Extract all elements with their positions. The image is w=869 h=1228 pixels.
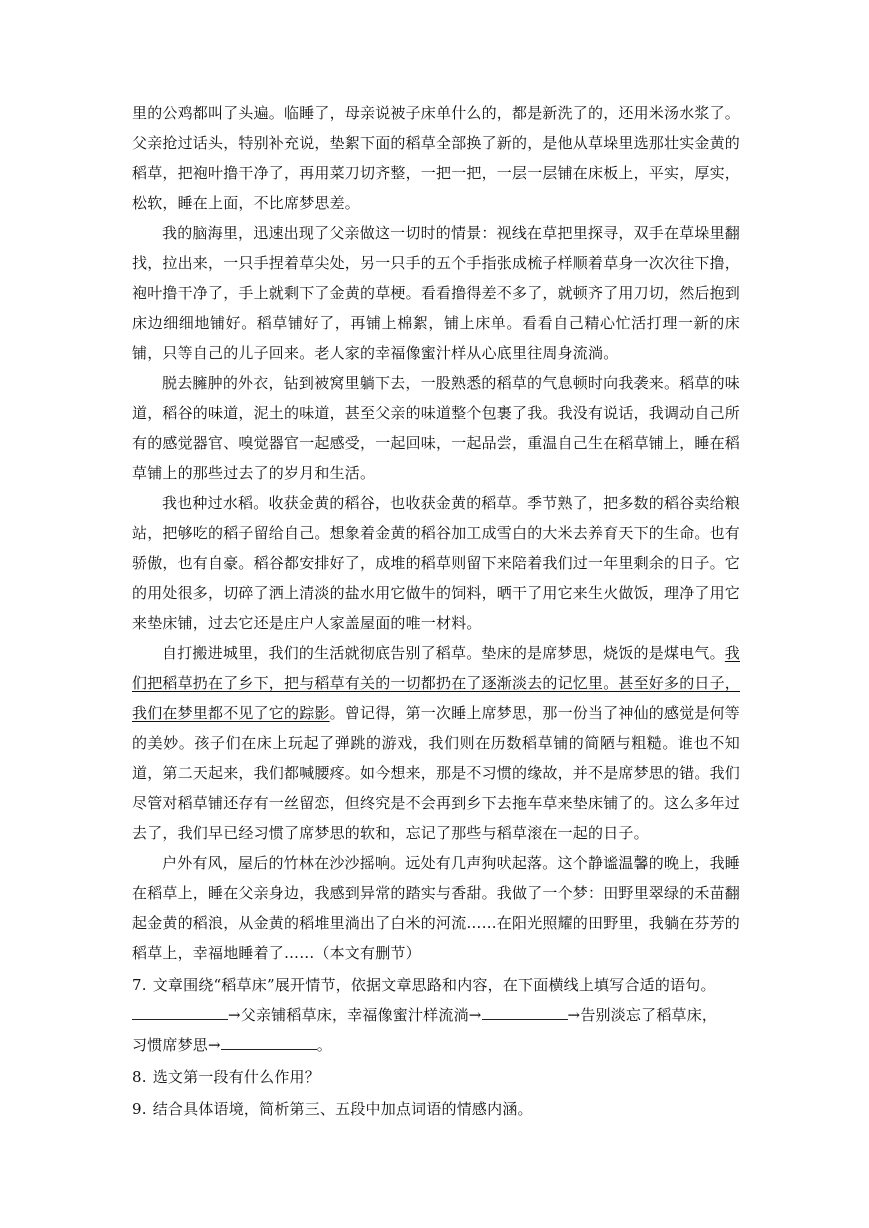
paragraph-1: 里的公鸡都叫了头遍。临睡了，母亲说被子床单什么的，都是新洗了的，还用米汤水浆了。父亲抢过话头，特别补充说，垫絮下面的稻草全部换了新的，是他从草垛里选那壮实金黄的稻草，把袍叶撸干净了，再用菜刀切齐整，一把一把，一层一层铺在床板上，平实，厚实，松软，睡在上面，不比席梦思差。: [132, 104, 741, 212]
question-8-text: 选文第一段有什么作用？: [152, 1068, 320, 1086]
document-page: [132, 98, 740, 1124]
answer-blank-2[interactable]: [482, 1005, 568, 1020]
question-8-number: 8.: [132, 1068, 147, 1086]
question-7-text: 文章围绕“稻草床”展开情节，依据文章思路和内容，在下面横线上填写合适的语句。: [152, 976, 716, 994]
question-7-number: 7.: [132, 976, 147, 994]
paragraph-6: 户外有风，屋后的竹林在沙沙摇响。远处有几声狗吠起落。这个静谧温馨的晚上，我睡在稻草上，睡在父亲身边，我感到异常的踏实与香甜。我做了一个梦：田野里翠绿的禾苗翻起金黄的稻浪，从金黄的稻堆里淌出了白米的河流……在阳光照耀的田野里，我躺在芬芳的稻草上，幸福地睡着了……（本文有删节）: [132, 854, 741, 962]
paragraph-2: 我的脑海里，迅速出现了父亲做这一切时的情景：视线在草把里探寻，双手在草垛里翻找，拉出来，一只手捏着草尖处，另一只手的五个手指张成梳子样顺着草身一次次往下撸，袍叶撸干净了，手上就剩下了金黄的草梗。看看撸得差不多了，就顿齐了用刀切，然后抱到床边细细地铺好。稻草铺好了，再铺上棉絮，铺上床单。看看自己精心忙活打理一新的床铺，只等自己的儿子回来。老人家的幸福像蜜汁样从心底里往周身流淌。: [132, 224, 741, 362]
paragraph-5-start: 自打搬进城里，我们的生活就彻底告别了稻草。垫床的是席梦思，烧饭的是煤电气。: [162, 644, 725, 662]
answer-blank-1[interactable]: [132, 1005, 228, 1020]
question-9: [132, 1094, 740, 1124]
fill-text-end: 。: [316, 1036, 332, 1054]
question-7-fill: [132, 1000, 740, 1060]
fill-text-c: 习惯席梦思→: [132, 1036, 221, 1054]
fill-text-b: →告别淡忘了稻草床，: [567, 1006, 718, 1024]
fill-text-a: →父亲铺稻草床，幸福像蜜汁样流淌→: [228, 1006, 482, 1024]
question-8: [132, 1062, 740, 1092]
question-9-text: 结合具体语境，简析第三、五段中加点词语的情感内涵。: [152, 1100, 533, 1118]
question-7: [132, 970, 740, 1000]
question-9-number: 9.: [132, 1100, 147, 1118]
answer-blank-3[interactable]: [221, 1035, 317, 1050]
paragraph-5-end: 。曾记得，第一次睡上席梦思，那一份当了神仙的感觉是何等的美妙。孩子们在床上玩起了弹跳的游戏，我们则在历数稻草铺的简陋与粗糙。谁也不知道，第二天起来，我们都喊腰疼。如今想来，那是不习惯的缘故，并不是席梦思的错。我们尽管对稻草铺还存有一丝留恋，但终究是不会再到乡下去拖车草来垫床铺了的。这么多年过去了，我们早已经习惯了席梦思的软和，忘记了那些与稻草滚在一起的日子。: [132, 704, 741, 842]
paragraph-3: 脱去臃肿的外衣，钻到被窝里躺下去，一股熟悉的稻草的气息顿时向我袭来。稻草的味道，稻谷的味道，泥土的味道，甚至父亲的味道整个包裹了我。我没有说话，我调动自己所有的感觉器官、嗅觉器官一起感受，一起回味，一起品尝，重温自己生在稻草铺上，睡在稻草铺上的那些过去了的岁月和生活。: [132, 374, 741, 482]
underlined-sentence: 我们把稻草扔在了乡下，把与稻草有关的一切都扔在了逐渐淡去的记忆里。甚至好多的日子，我们在梦里都不见了它的踪影: [132, 644, 741, 722]
paragraph-5: [132, 638, 740, 848]
paragraph-4: 我也种过水稻。收获金黄的稻谷，也收获金黄的稻草。季节熟了，把多数的稻谷卖给粮站，把够吃的稻子留给自己。想象着金黄的稻谷加工成雪白的大米去养育天下的生命。也有骄傲，也有自豪。稻谷都安排好了，成堆的稻草则留下来陪着我们过一年里剩余的日子。它的用处很多，切碎了洒上清淡的盐水用它做牛的饲料，晒干了用它来生火做饭，理净了用它来垫床铺，过去它还是庄户人家盖屋面的唯一材料。: [132, 494, 741, 632]
